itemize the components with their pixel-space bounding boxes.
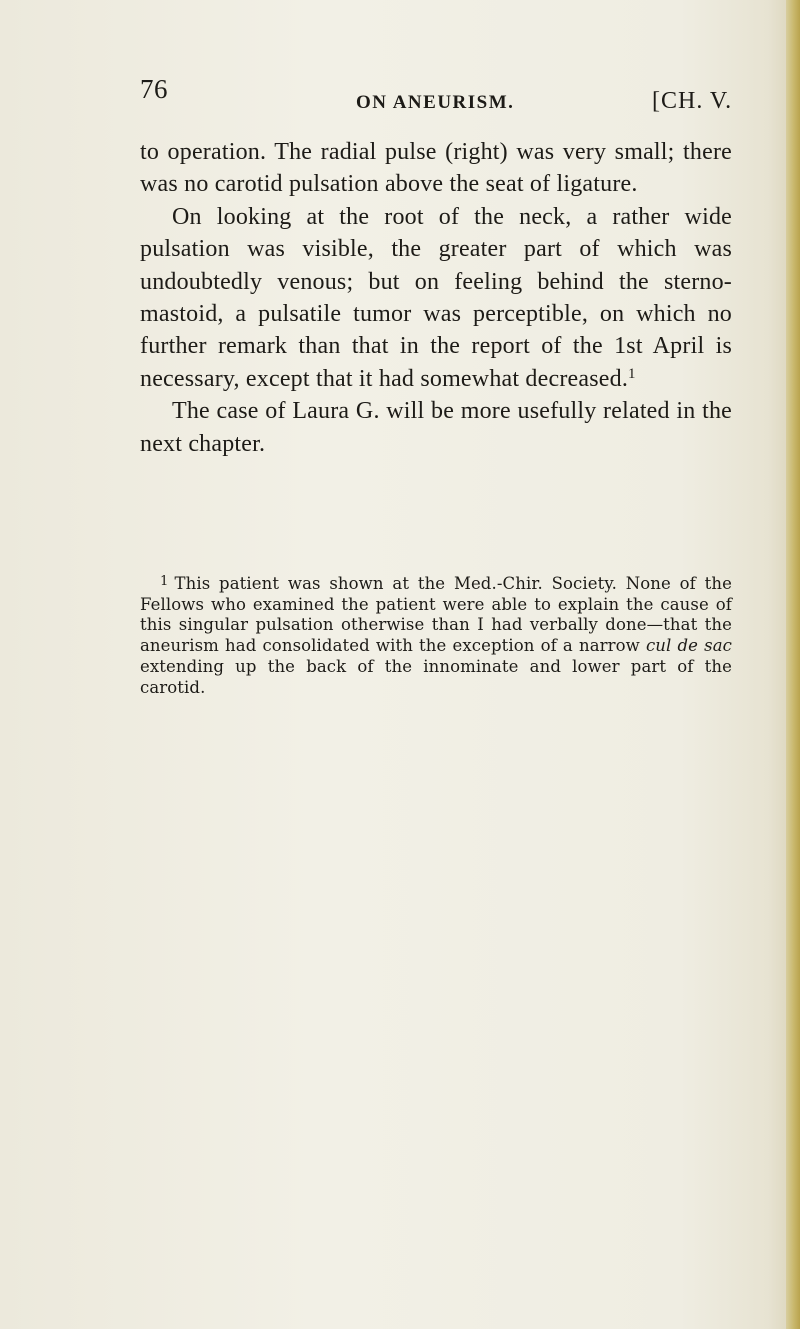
- page-edge: [786, 0, 800, 1329]
- footnote-text-start: This patient was shown at the Med.-Chir. Society. None of the Fellows who examined the patient were able to explain the cause of this singular pulsation otherwise than I had verbally done—that the aneurism had consolidated with the exception of a narrow: [140, 574, 732, 656]
- paragraph-3: The case of Laura G. will be more usefully related in the next chapter.: [140, 398, 732, 457]
- paragraph-2-text: On looking at the root of the neck, a rather wide pulsation was visible, the greater part of which was undoubtedly venous; but on feeling behind the sterno-mastoid, a pulsatile tumor was perceptible, on which no further remark than that in the report of the 1st April is necessary, except that it had somewhat decreased.: [140, 203, 732, 392]
- footnote-italic-term: cul de sac: [645, 636, 732, 656]
- chapter-reference: [CH. V.: [652, 88, 733, 114]
- footnote-marker: 1: [160, 574, 169, 590]
- running-header: [140, 74, 740, 114]
- footnote-1: [140, 574, 732, 698]
- footnote-reference: 1: [628, 365, 636, 382]
- paragraph-1: to operation. The radial pulse (right) was very small; there was no carotid pulsation above the seat of ligature.: [140, 139, 732, 198]
- footnote-text-end: extending up the back of the innominate and lower part of the carotid.: [140, 656, 732, 697]
- page-number: 76: [140, 74, 168, 104]
- paragraph-2: [140, 201, 732, 395]
- body-text: [140, 136, 732, 460]
- footnotes: [140, 574, 732, 698]
- running-title: ON ANEURISM.: [356, 92, 515, 113]
